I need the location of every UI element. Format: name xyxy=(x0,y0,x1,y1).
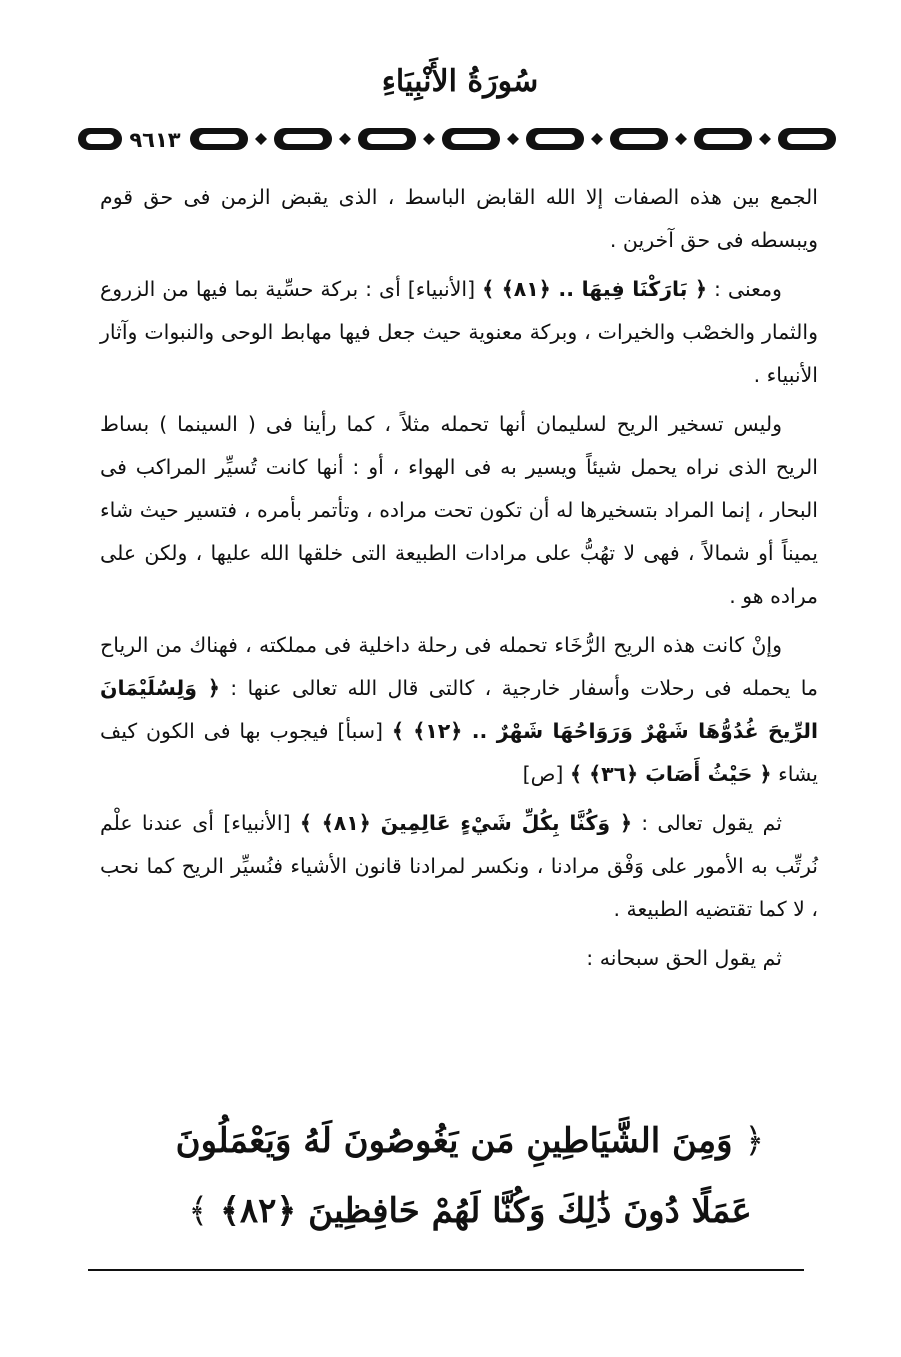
verse-line-1 xyxy=(150,1106,790,1176)
quran-quote: ﴿ حَيْثُ أَصَابَ ﴿٣٦﴾ ﴾ xyxy=(569,762,772,786)
verse-number: ﴿٨٢﴾ xyxy=(219,1191,297,1231)
surah-reference: [الأنبياء] xyxy=(223,811,291,835)
paragraph-6: ثم يقول الحق سبحانه : xyxy=(586,946,782,970)
page-number: ٩٦١٣ xyxy=(122,126,188,154)
paragraph-5 xyxy=(100,802,818,931)
surah-title: سُورَةُ الأَنْبِيَاءِ xyxy=(381,64,539,99)
verse-open-ornament: ﴿ xyxy=(744,1121,765,1161)
paragraph-4-text-a: وإنْ كانت هذه الريح الرُّخَاء تحمله فى رحلة داخلية فى مملكته ، فهناك من الرياح ما يحمله فى رحلات وأسفار خارجية ، كالتى قال الله تعالى عنها : xyxy=(100,633,819,700)
footer-divider xyxy=(88,1269,804,1271)
surah-reference: [الأنبياء] xyxy=(407,277,476,301)
quran-quote: ﴿ بَارَكْنَا فِيهَا .. ﴿٨١﴾ ﴾ xyxy=(482,277,708,301)
quran-quote: ﴿ وَكُنَّا بِكُلِّ شَيْءٍ عَالِمِينَ ﴿٨١﴾ ﴾ xyxy=(299,811,633,835)
quran-verse-block xyxy=(150,1106,790,1246)
paragraph-2-rest: أى : بركة حسِّية بما فيها من الزروع والثمار والخصْب والخيرات ، وبركة معنوية حيث جعل فيها مهابط الوحى والنبوات وآثار الأنبياء . xyxy=(100,277,818,387)
paragraph-2 xyxy=(100,268,818,397)
paragraph-5-rest: أى عندنا علْم نُرتِّب به الأمور على وَفْق مرادنا ، ونكسر لمرادنا قانون الأشياء فنُسيِّر الريح كما نحب ، لا كما تقتضيه الطبيعة . xyxy=(100,811,818,921)
paragraph-5-lead: ثم يقول تعالى : xyxy=(641,811,782,835)
verse-close-ornament: ﴾ xyxy=(188,1191,209,1231)
header-ornament-border xyxy=(78,122,842,162)
surah-reference: [سبأ] xyxy=(337,719,384,743)
paragraph-4 xyxy=(100,624,818,796)
verse-line-2 xyxy=(150,1176,790,1246)
paragraph-2-lead: ومعنى : xyxy=(714,277,782,301)
paragraph-3: وليس تسخير الريح لسليمان أنها تحمله مثلاً ، كما رأينا فى ( السينما ) بساط الريح الذى نراه يحمل شيئاً ويسير به فى الهواء ، أو : أنها كانت تُسيِّر المراكب فى البحار ، إنما المراد بتسخيرها له أن تكون تحت مراده ، وتأتمر بأمره ، فتسير حيث شاء يميناً أو شمالاً ، فهى لا تهُبُّ على مرادات الطبيعة التى خلقها الله عليها ، ولكن على مراده هو . xyxy=(100,412,818,608)
paragraph-4-text-b: فيجوب بها فى الكون كيف يشاء xyxy=(100,719,818,786)
quran-quote: ﴿ وَلِسُلَيْمَانَ الرِّيحَ غُدُوُّهَا شَهْرٌ وَرَوَاحُهَا شَهْرٌ .. ﴿١٢﴾ ﴾ xyxy=(100,676,818,743)
verse-line-2-text: عَمَلًا دُونَ ذَٰلِكَ وَكُنَّا لَهُمْ حَافِظِينَ xyxy=(308,1191,752,1231)
verse-line-1-text: وَمِنَ الشَّيَاطِينِ مَن يَغُوصُونَ لَهُ وَيَعْمَلُونَ xyxy=(175,1121,733,1161)
paragraph-1: الجمع بين هذه الصفات إلا الله القابض الباسط ، الذى يقبض الزمن فى حق قوم ويبسطه فى حق آخرين . xyxy=(100,185,818,252)
body-text xyxy=(100,176,818,986)
surah-reference: [ص] xyxy=(522,762,564,786)
